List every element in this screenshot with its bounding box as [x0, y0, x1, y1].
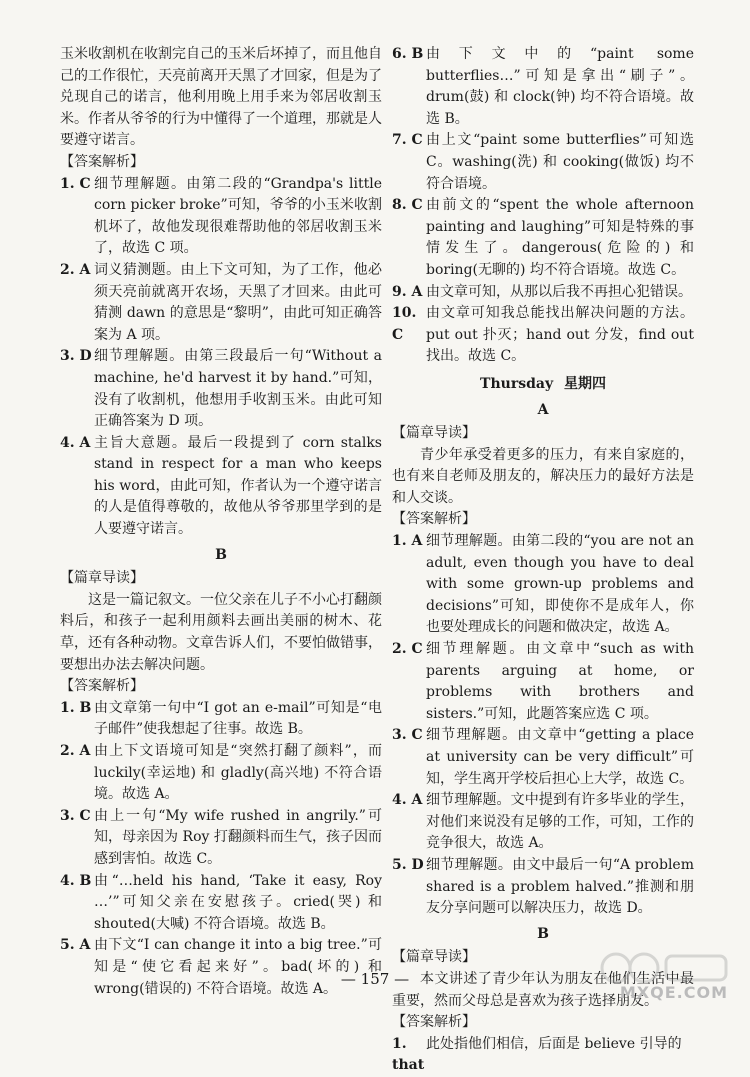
section-heading-a: A: [537, 401, 549, 418]
answer-text: 细节理解题。文中提到有许多毕业的学生，对他们来说没有足够的工作，可知，工作的竞争很大，故选 A。: [426, 792, 694, 852]
answer-item: [60, 433, 382, 541]
answer-item: [392, 855, 694, 920]
answer-number: 5. A: [60, 937, 91, 954]
answer-text: 词义猜测题。由上下文可知，为了工作，他必须天亮前就离开农场，天黑了才回来。由此可猜测 dawn 的意思是“黎明”，由此可知正确答案为 A 项。: [94, 261, 382, 343]
answer-item: [392, 282, 694, 304]
answer-item: [60, 741, 382, 806]
answer-number: 1. that: [392, 1035, 425, 1074]
answer-item: [392, 725, 694, 790]
guide-paragraph: 青少年承受着更多的压力，有来自家庭的，也有来自老师及朋友的，解决压力的最好方法是和人交谈。: [392, 446, 694, 506]
answer-text: 由下文“I can change it into a big tree.”可知是“使它看起来好”。bad(坏的) 和 wrong(错误的) 不符合语境。故选 A。: [94, 937, 382, 997]
answer-number: 3. D: [60, 348, 92, 365]
answer-number: 6. B: [392, 46, 424, 62]
analysis-header: 【答案解析】: [60, 678, 144, 695]
analysis-header: 【答案解析】: [392, 1014, 476, 1031]
answer-list: [60, 174, 382, 541]
answer-number: 10. C: [392, 305, 417, 343]
day-title: Thursday 星期四: [480, 375, 606, 392]
answer-list: [60, 698, 382, 1000]
answer-list: [392, 44, 694, 368]
answer-text: 由前文的“spent the whole afternoon painting and laughing”可知是特殊的事情发生了。dangerous(危险的) 和 boring(无聊的) 均不符合语境。故选 C。: [426, 197, 694, 278]
answer-text: 由上一句“My wife rushed in angrily.”可知，母亲因为 Roy 打翻颜料而生气，孩子因而感到害怕。故选 C。: [94, 807, 382, 867]
intro-paragraph: 玉米收割机在收割完自己的玉米后坏掉了，而且他自己的工作很忙，天亮前离开天黑了才回家，但是为了兑现自己的诺言，他利用晚上用手来为邻居收割玉米。作者从爷爷的行为中懂得了一个道理，那就是人要遵守诺言。: [60, 46, 382, 149]
answer-text: 细节理解题。由文中最后一句“A problem shared is a problem halved.”推测和朋友分享问题可以解决压力，故选 D。: [426, 856, 694, 917]
answer-number: 4. A: [392, 792, 423, 809]
answer-number: 2. C: [392, 641, 423, 658]
answer-item: [392, 531, 694, 639]
guide-header: 【篇章导读】: [392, 425, 476, 442]
answer-number: 5. D: [392, 856, 424, 873]
answer-number: 4. B: [60, 872, 92, 889]
answer-text: 由下文中的“paint some butterflies…”可知是拿出“刷子”。drum(鼓) 和 clock(钟) 均不符合语境。故选 B。: [426, 46, 694, 127]
answer-number: 8. C: [392, 197, 423, 214]
answer-number: 1. C: [60, 175, 91, 192]
answer-item: [60, 698, 382, 741]
answer-text: 细节理解题。由文章中“getting a place at university can be very difficult”可知，学生离开学校后担心上大学，故选 C。: [426, 727, 694, 787]
answer-text: 由上下文语境可知是“突然打翻了颜料”，而 luckily(幸运地) 和 gladly(高兴地) 不符合语境。故选 A。: [94, 743, 382, 803]
answer-text: 由文章可知，从那以后我不再担心犯错误。: [426, 283, 692, 300]
watermark-text: MXQE.COM: [619, 983, 728, 1002]
answer-number: 1. A: [392, 533, 423, 550]
answer-text: 细节理解题。由第二段的“Grandpa's little corn picker broke”可知，爷爷的小玉米收割机坏了，故他发现很难帮助他的邻居收割玉米了，故选 C 项。: [94, 175, 382, 257]
answer-item: [392, 130, 694, 195]
left-column: [60, 44, 382, 1000]
answer-text: 由文章第一句中“I got an e-mail”可知是“电子邮件”使我想起了往事。故选 B。: [94, 699, 382, 738]
answer-item: [60, 806, 382, 871]
answer-number: 9. A: [392, 283, 423, 300]
section-heading-b: B: [537, 925, 549, 942]
answer-item: [392, 195, 694, 281]
section-heading-b: B: [215, 546, 227, 563]
answer-text: 主旨大意题。最后一段提到了 corn stalks stand in respect for a man who keeps his word，由此可知，作者认为一个遵守诺言的人是值得尊敬的，故他从爷爷那里学到的是人要遵守诺言。: [94, 434, 382, 538]
answer-number: 3. C: [392, 727, 423, 744]
answer-item: [60, 346, 382, 432]
answer-item: [60, 871, 382, 936]
answer-text: 由文章可知我总能找出解决问题的方法。put out 扑灭；hand out 分发，find out 找出。故选 C。: [426, 305, 694, 365]
guide-header: 【篇章导读】: [60, 570, 144, 587]
answer-text: 细节理解题。由文章中“such as with parents arguing at home, or problems with brothers and sisters.”可知，此题答案应选 C 项。: [426, 641, 694, 722]
answer-number: 3. C: [60, 807, 91, 824]
analysis-header: 【答案解析】: [60, 153, 144, 170]
answer-item: [392, 44, 694, 130]
answer-text: 由“…held his hand, ‘Take it easy, Roy …’”可知父亲在安慰孩子。cried(哭) 和 shouted(大喊) 不符合语境。故选 B。: [94, 872, 382, 932]
answer-item: [392, 790, 694, 855]
answer-item: [392, 303, 694, 368]
answer-item: [60, 935, 382, 1000]
answer-list: [392, 531, 694, 920]
guide-header: 【篇章导读】: [392, 949, 476, 966]
guide-paragraph: 这是一篇记叙文。一位父亲在儿子不小心打翻颜料后，和孩子一起利用颜料去画出美丽的树木、花草，还有各种动物。文章告诉人们，不要怕做错事，要想出办法去解决问题。: [60, 591, 382, 673]
page-number: — 157 —: [340, 970, 410, 988]
answer-item: [60, 174, 382, 260]
answer-text: 细节理解题。由第三段最后一句“Without a machine, he'd harvest it by hand.”可知，没有了收割机，他想用手收割玉米。由此可知正确答案为 D 项。: [94, 348, 382, 430]
guide-paragraph: 本文讲述了青少年认为朋友在他们生活中最重要，然而父母总是喜欢为孩子选择朋友。: [392, 970, 694, 1009]
answer-number: 2. A: [60, 261, 91, 278]
answer-text: 细节理解题。由第二段的“you are not an adult, even though you have to deal with some grown-up problems and decisions”可知，即使你不是成年人，你也要处理成长的问题和做决定，故选 A。: [426, 533, 694, 636]
answer-item: [60, 260, 382, 346]
right-column: [392, 44, 694, 1077]
answer-number: 2. A: [60, 743, 91, 759]
answer-number: 7. C: [392, 132, 423, 149]
answer-text: 此处指他们相信，后面是 believe 引导的: [426, 1035, 682, 1052]
answer-item: [392, 1034, 694, 1077]
answer-text: 由上文“paint some butterflies”可知选 C。washing(洗) 和 cooking(做饭) 均不符合语境。: [426, 132, 694, 192]
answer-number: 4. A: [60, 434, 91, 451]
answer-item: [392, 639, 694, 725]
answer-number: 1. B: [60, 699, 92, 716]
analysis-header: 【答案解析】: [392, 511, 476, 528]
